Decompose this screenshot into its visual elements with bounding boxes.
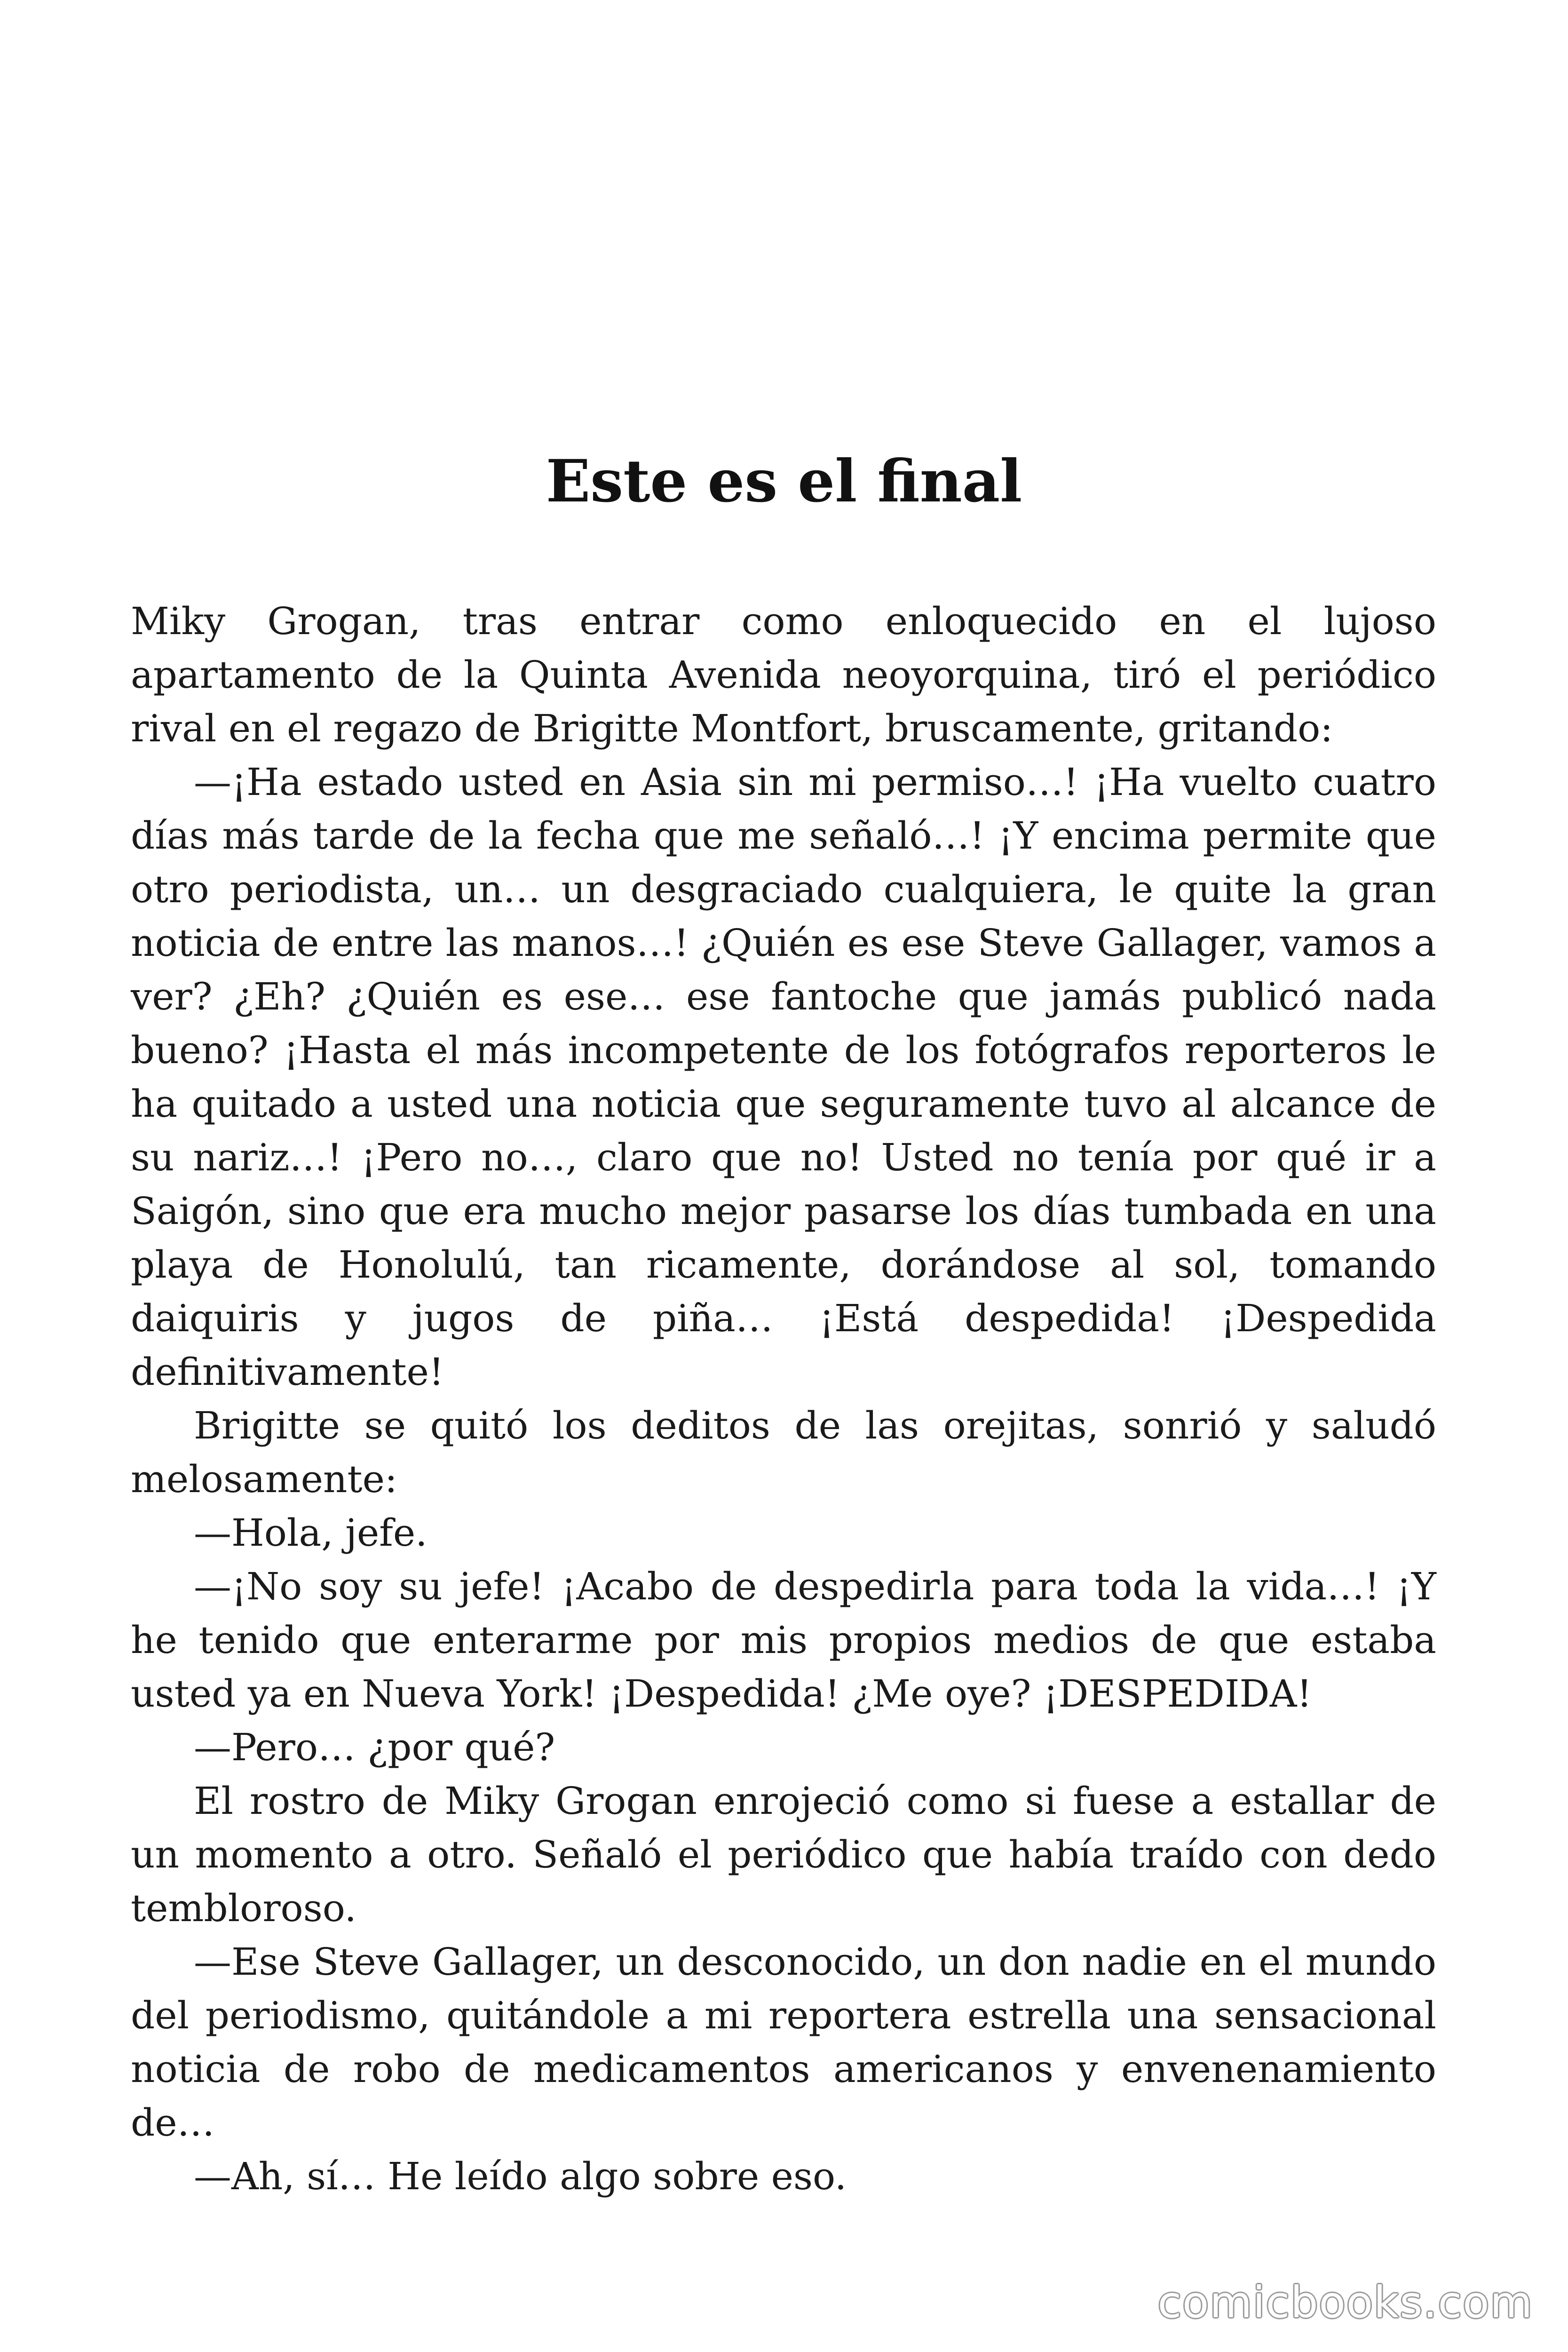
watermark: comicbooks.com — [1157, 2277, 1533, 2328]
paragraph: El rostro de Miky Grogan enrojeció como si fuese a estallar de un momento a otro. Señaló el periódico que había traído con dedo tembloroso. — [131, 1779, 1436, 1930]
paragraph: —Pero… ¿por qué? — [194, 1725, 555, 1769]
chapter-body — [131, 595, 1436, 2203]
paragraph: Miky Grogan, tras entrar como enloquecido en el lujoso apartamento de la Quinta Avenida neoyorquina, tiró el periódico rival en el regazo de Brigitte Montfort, bruscamente, gritando: — [131, 599, 1436, 750]
chapter-title: Este es el final — [546, 447, 1022, 516]
paragraph: —¡Ha estado usted en Asia sin mi permiso…! ¡Ha vuelto cuatro días más tarde de la fecha que me señaló…! ¡Y encima permite que otro periodista, un… un desgraciado cualquiera, le quite la gran noticia de entre las manos…! ¿Quién es ese Steve Gallager, vamos a ver? ¿Eh? ¿Quién es ese… ese fantoche que jamás publicó nada bueno? ¡Hasta el más incompetente de los fotógrafos reporteros le ha quitado a usted una noticia que seguramente tuvo al alcance de su nariz…! ¡Pero no…, claro que no! Usted no tenía por qué ir a Saigón, sino que era mucho mejor pasarse los días tumbada en una playa de Honolulú, tan ricamente, dorándose al sol, tomando daiquiris y jugos de piña… ¡Está despedida! ¡Despedida definitivamente! — [131, 760, 1436, 1394]
paragraph: —Ese Steve Gallager, un desconocido, un don nadie en el mundo del periodismo, quitándole a mi reportera estrella una sensacional noticia de robo de medicamentos americanos y envenenamiento de… — [131, 1940, 1436, 2145]
paragraph: —Ah, sí… He leído algo sobre eso. — [194, 2154, 847, 2198]
paragraph: —¡No soy su jefe! ¡Acabo de despedirla para toda la vida…! ¡Y he tenido que enterarme por mis propios medios de que estaba usted ya en Nueva York! ¡Despedida! ¿Me oye? ¡DESPEDIDA! — [131, 1565, 1436, 1716]
paragraph: —Hola, jefe. — [194, 1511, 428, 1555]
paragraph: Brigitte se quitó los deditos de las orejitas, sonrió y saludó melosamente: — [131, 1404, 1436, 1501]
